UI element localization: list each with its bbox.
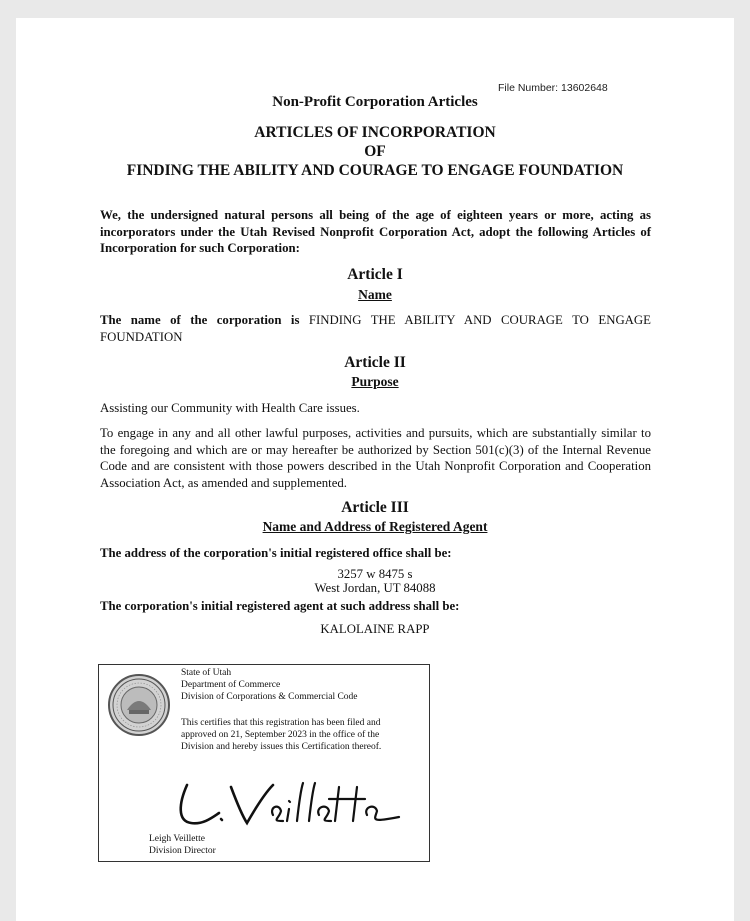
purpose-body: To engage in any and all other lawful purposes, activities and pursuits, which are substantially similar to the foregoing and which are or may hereafter be authorized by Section 501(c)(3) of the Internal Revenue Code and are consistent with those powers described in the Utah Nonprofit Corporation and Cooperation Association Act, as amended and supplemented. <box>100 426 651 490</box>
corporation-name-value: FINDING THE ABILITY AND COURAGE TO ENGAGE FOUNDATION <box>100 313 651 344</box>
purpose-statement: Assisting our Community with Health Care issues. <box>100 401 360 415</box>
state-seal-icon <box>108 674 170 736</box>
document-page <box>16 18 734 921</box>
cert-line-3: Division and hereby issues this Certification thereof. <box>181 742 382 752</box>
signer-name: Leigh Veillette <box>149 834 206 844</box>
article-1-subheading: Name <box>358 287 392 302</box>
title-line-1: ARTICLES OF INCORPORATION <box>254 124 496 141</box>
cert-division: Division of Corporations & Commercial Code <box>181 692 358 702</box>
cert-line-2: approved on 21, September 2023 in the office of the <box>181 730 380 740</box>
title-line-2: OF <box>364 143 386 160</box>
article-3-subheading: Name and Address of Registered Agent <box>262 519 488 534</box>
intro-paragraph: We, the undersigned natural persons all being of the age of eighteen years or more, acting as incorporators under the Utah Revised Nonprofit Corporation Act, adopt the following Articles of Incorporation for such Corporation: <box>100 208 651 255</box>
article-1-heading: Article I <box>347 266 403 283</box>
registered-office-label: The address of the corporation's initial registered office shall be: <box>100 546 452 560</box>
article-1-body <box>100 312 651 345</box>
file-number: File Number: 13602648 <box>498 82 608 94</box>
address-line-2: West Jordan, UT 84088 <box>314 581 436 595</box>
article-2-heading: Article II <box>344 354 406 371</box>
signer-title: Division Director <box>149 846 216 856</box>
form-title: Non-Profit Corporation Articles <box>272 94 478 110</box>
cert-department: Department of Commerce <box>181 680 281 690</box>
state-seal-graphic <box>110 676 168 734</box>
certification-box <box>98 664 430 862</box>
corporation-title: FINDING THE ABILITY AND COURAGE TO ENGAGE FOUNDATION <box>126 162 624 179</box>
cert-line-1: This certifies that this registration has been filed and <box>181 718 381 728</box>
article-2-subheading: Purpose <box>351 374 399 389</box>
registered-agent-name: KALOLAINE RAPP <box>320 622 430 636</box>
handwritten-signature <box>173 773 413 837</box>
registered-agent-label: The corporation's initial registered agent at such address shall be: <box>100 599 460 613</box>
article-3-heading: Article III <box>341 499 409 516</box>
cert-state: State of Utah <box>181 668 232 678</box>
address-line-1: 3257 w 8475 s <box>337 567 413 581</box>
article-1-lead: The name of the corporation is <box>100 313 300 327</box>
